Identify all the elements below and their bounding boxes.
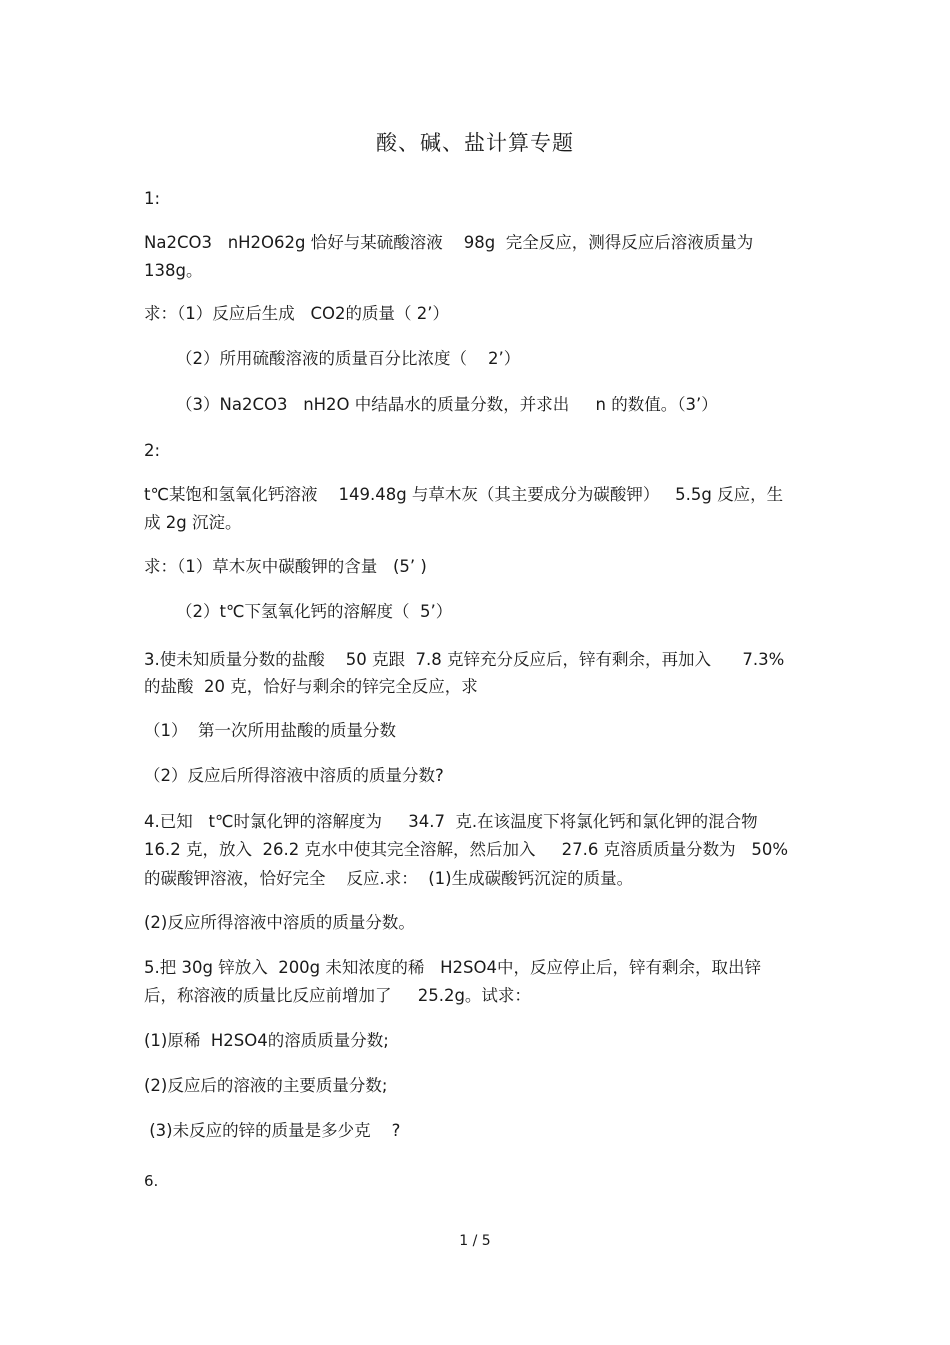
- q3-ask-2: （2）反应后所得溶液中溶质的质量分数?: [144, 766, 444, 785]
- q2-ask-2: （2）t℃下氢氧化钙的溶解度（ 5’）: [176, 602, 453, 621]
- q2-ask-1: 求：（1）草木灰中碳酸钾的含量 (5’ ): [144, 557, 427, 576]
- q2-stem-line1: t℃某饱和氢氧化钙溶液 149.48g 与草木灰（其主要成分为碳酸钾） 5.5g 反应，生: [144, 485, 784, 504]
- document-title: 酸、碱、盐计算专题: [376, 131, 574, 155]
- q1-ask-1: 求：（1）反应后生成 CO2的质量（ 2’）: [144, 304, 449, 323]
- q2-number: 2:: [144, 441, 161, 460]
- q6-number: 6.: [144, 1172, 159, 1190]
- q4-stem-line3: 的碳酸钾溶液，恰好完全 反应.求： (1)生成碳酸钙沉淀的质量。: [144, 869, 634, 888]
- q5-ask-3: (3)未反应的锌的质量是多少克 ?: [144, 1121, 401, 1140]
- q4-ask-2: (2)反应所得溶液中溶质的质量分数。: [144, 913, 415, 932]
- page-number: 1 / 5: [459, 1233, 491, 1249]
- q3-stem-line2: 的盐酸 20 克，恰好与剩余的锌完全反应，求: [144, 677, 478, 696]
- q1-stem-line2: 138g。: [144, 261, 203, 280]
- q5-ask-1: (1)原稀 H2SO4的溶质质量分数;: [144, 1031, 389, 1050]
- q1-ask-2: （2）所用硫酸溶液的质量百分比浓度（ 2’）: [176, 349, 521, 368]
- q1-stem-line1: Na2CO3 nH2O62g 恰好与某硫酸溶液 98g 完全反应，测得反应后溶液质量为: [144, 233, 754, 252]
- q5-stem-line1: 5.把 30g 锌放入 200g 未知浓度的稀 H2SO4中，反应停止后，锌有剩余，取出锌: [144, 958, 762, 977]
- q5-ask-2: (2)反应后的溶液的主要质量分数;: [144, 1076, 388, 1095]
- q2-stem-line2: 成 2g 沉淀。: [144, 513, 242, 532]
- q1-ask-3: （3）Na2CO3 nH2O 中结晶水的质量分数，并求出 n 的数值。（3’）: [176, 395, 718, 414]
- q1-number: 1:: [144, 189, 161, 208]
- q4-stem-line2: 16.2 克，放入 26.2 克水中使其完全溶解，然后加入 27.6 克溶质质量分数为 50%: [144, 840, 789, 859]
- q4-stem-line1: 4.已知 t℃时氯化钾的溶解度为 34.7 克.在该温度下将氯化钙和氯化钾的混合物: [144, 812, 758, 831]
- q5-stem-line2: 后，称溶液的质量比反应前增加了 25.2g。试求：: [144, 986, 531, 1005]
- q3-stem-line1: 3.使未知质量分数的盐酸 50 克跟 7.8 克锌充分反应后，锌有剩余，再加入 7.3%: [144, 650, 785, 669]
- q3-ask-1: （1） 第一次所用盐酸的质量分数: [144, 721, 396, 740]
